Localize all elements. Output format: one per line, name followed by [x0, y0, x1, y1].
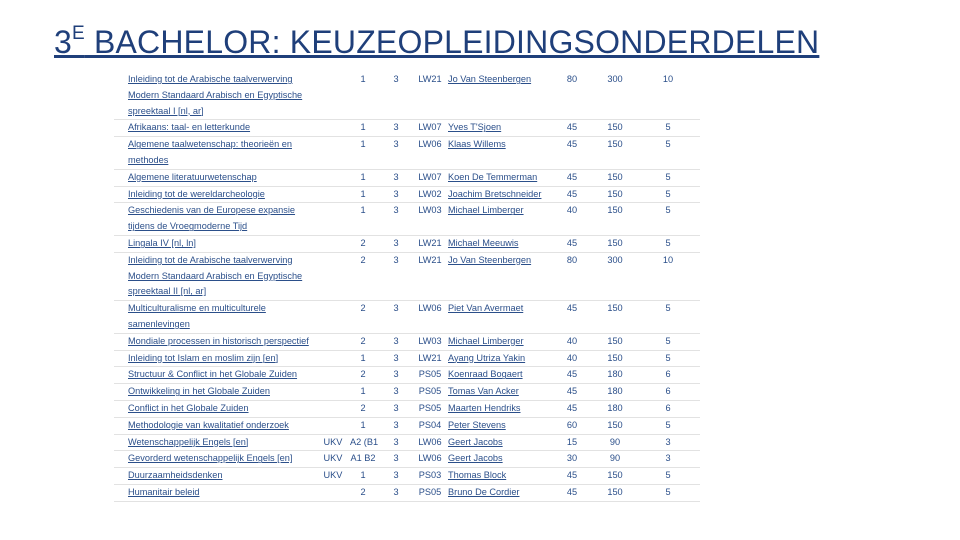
- ukv-label: [318, 333, 348, 350]
- study-points-cell: 3: [378, 484, 414, 501]
- row-number: [114, 301, 126, 334]
- workload-cell: 150: [594, 235, 636, 252]
- study-points-cell: 3: [378, 400, 414, 417]
- study-points-cell: 3: [378, 333, 414, 350]
- workload-cell: 150: [594, 484, 636, 501]
- hours-cell: 40: [550, 350, 594, 367]
- teacher-name-link[interactable]: Geert Jacobs: [446, 451, 550, 468]
- credits-cell: 5: [636, 417, 700, 434]
- study-points-cell: 3: [378, 203, 414, 236]
- course-name-link[interactable]: Methodologie van kwalitatief onderzoek: [126, 417, 318, 434]
- semester-cell: 1: [348, 468, 378, 485]
- table-row: [114, 400, 700, 417]
- hours-cell: 80: [550, 252, 594, 300]
- course-table: [114, 72, 700, 502]
- ukv-label: [318, 235, 348, 252]
- row-number: [114, 367, 126, 384]
- workload-cell: 150: [594, 350, 636, 367]
- ukv-label: UKV: [318, 451, 348, 468]
- semester-cell: 1: [348, 120, 378, 137]
- table-row: [114, 434, 700, 451]
- hours-cell: 15: [550, 434, 594, 451]
- credits-cell: 5: [636, 301, 700, 334]
- course-name-link[interactable]: Inleiding tot de Arabische taalverwerving Modern Standaard Arabisch en Egyptische spreektaal I [nl, ar]: [126, 72, 318, 120]
- row-number: [114, 400, 126, 417]
- workload-cell: 300: [594, 72, 636, 120]
- hours-cell: 45: [550, 186, 594, 203]
- table-row: [114, 252, 700, 300]
- ukv-label: [318, 350, 348, 367]
- course-name-link[interactable]: Algemene taalwetenschap: theorieën en methodes: [126, 137, 318, 170]
- department-code: LW02: [414, 186, 446, 203]
- department-code: LW21: [414, 252, 446, 300]
- teacher-name-link[interactable]: Piet Van Avermaet: [446, 301, 550, 334]
- course-name-link[interactable]: Algemene literatuurwetenschap: [126, 169, 318, 186]
- department-code: PS05: [414, 484, 446, 501]
- credits-cell: 5: [636, 235, 700, 252]
- ukv-label: [318, 120, 348, 137]
- table-row: [114, 235, 700, 252]
- hours-cell: 45: [550, 235, 594, 252]
- row-number: [114, 203, 126, 236]
- department-code: LW21: [414, 72, 446, 120]
- row-number: [114, 350, 126, 367]
- teacher-name-link[interactable]: Klaas Willems: [446, 137, 550, 170]
- teacher-name-link[interactable]: Joachim Bretschneider: [446, 186, 550, 203]
- ukv-label: [318, 137, 348, 170]
- course-name-link[interactable]: Afrikaans: taal- en letterkunde: [126, 120, 318, 137]
- row-number: [114, 468, 126, 485]
- semester-cell: A2 (B1: [348, 434, 378, 451]
- ukv-label: [318, 301, 348, 334]
- credits-cell: 5: [636, 186, 700, 203]
- table-row: [114, 367, 700, 384]
- row-number: [114, 384, 126, 401]
- study-points-cell: 3: [378, 468, 414, 485]
- row-number: [114, 235, 126, 252]
- department-code: LW06: [414, 451, 446, 468]
- ukv-label: [318, 484, 348, 501]
- hours-cell: 45: [550, 301, 594, 334]
- workload-cell: 150: [594, 186, 636, 203]
- semester-cell: 1: [348, 72, 378, 120]
- row-number: [114, 333, 126, 350]
- course-name-link[interactable]: Conflict in het Globale Zuiden: [126, 400, 318, 417]
- ukv-label: [318, 417, 348, 434]
- semester-cell: 2: [348, 301, 378, 334]
- course-name-link[interactable]: Humanitair beleid: [126, 484, 318, 501]
- ukv-label: [318, 169, 348, 186]
- workload-cell: 180: [594, 384, 636, 401]
- course-table-image: [114, 72, 700, 502]
- department-code: LW07: [414, 169, 446, 186]
- course-name-link[interactable]: Inleiding tot de wereldarcheologie: [126, 186, 318, 203]
- semester-cell: 1: [348, 417, 378, 434]
- ukv-label: [318, 367, 348, 384]
- workload-cell: 150: [594, 301, 636, 334]
- department-code: LW06: [414, 434, 446, 451]
- credits-cell: 5: [636, 169, 700, 186]
- teacher-name-link[interactable]: Tomas Van Acker: [446, 384, 550, 401]
- credits-cell: 5: [636, 120, 700, 137]
- hours-cell: 30: [550, 451, 594, 468]
- teacher-name-link[interactable]: Peter Stevens: [446, 417, 550, 434]
- course-name-link[interactable]: Duurzaamheidsdenken: [126, 468, 318, 485]
- ukv-label: [318, 203, 348, 236]
- hours-cell: 45: [550, 120, 594, 137]
- department-code: LW03: [414, 333, 446, 350]
- teacher-name-link[interactable]: Michael Meeuwis: [446, 235, 550, 252]
- department-code: PS05: [414, 367, 446, 384]
- course-name-link[interactable]: Gevorderd wetenschappelijk Engels [en]: [126, 451, 318, 468]
- table-row: [114, 137, 700, 170]
- study-points-cell: 3: [378, 72, 414, 120]
- table-row: [114, 169, 700, 186]
- row-number: [114, 120, 126, 137]
- table-row: [114, 468, 700, 485]
- row-number: [114, 137, 126, 170]
- course-name-link[interactable]: Inleiding tot de Arabische taalverwerving Modern Standaard Arabisch en Egyptische spreektaal II [nl, ar]: [126, 252, 318, 300]
- teacher-name-link[interactable]: Jo Van Steenbergen: [446, 72, 550, 120]
- study-points-cell: 3: [378, 235, 414, 252]
- department-code: LW03: [414, 203, 446, 236]
- row-number: [114, 186, 126, 203]
- row-number: [114, 169, 126, 186]
- course-name-link[interactable]: Lingala IV [nl, ln]: [126, 235, 318, 252]
- workload-cell: 150: [594, 468, 636, 485]
- credits-cell: 3: [636, 451, 700, 468]
- course-name-link[interactable]: Ontwikkeling in het Globale Zuiden: [126, 384, 318, 401]
- course-name-link[interactable]: Structuur & Conflict in het Globale Zuiden: [126, 367, 318, 384]
- study-points-cell: 3: [378, 137, 414, 170]
- table-row: [114, 350, 700, 367]
- semester-cell: 2: [348, 400, 378, 417]
- semester-cell: A1 B2: [348, 451, 378, 468]
- ukv-label: [318, 186, 348, 203]
- study-points-cell: 3: [378, 451, 414, 468]
- table-row: [114, 484, 700, 501]
- department-code: LW07: [414, 120, 446, 137]
- department-code: LW21: [414, 235, 446, 252]
- credits-cell: 5: [636, 468, 700, 485]
- row-number: [114, 484, 126, 501]
- hours-cell: 45: [550, 384, 594, 401]
- study-points-cell: 3: [378, 301, 414, 334]
- teacher-name-link[interactable]: Thomas Block: [446, 468, 550, 485]
- course-name-link[interactable]: Inleiding tot Islam en moslim zijn [en]: [126, 350, 318, 367]
- department-code: LW06: [414, 137, 446, 170]
- credits-cell: 5: [636, 203, 700, 236]
- credits-cell: 10: [636, 72, 700, 120]
- study-points-cell: 3: [378, 367, 414, 384]
- study-points-cell: 3: [378, 186, 414, 203]
- department-code: LW06: [414, 301, 446, 334]
- workload-cell: 150: [594, 169, 636, 186]
- department-code: PS03: [414, 468, 446, 485]
- study-points-cell: 3: [378, 384, 414, 401]
- workload-cell: 150: [594, 203, 636, 236]
- department-code: LW21: [414, 350, 446, 367]
- workload-cell: 180: [594, 400, 636, 417]
- workload-cell: 150: [594, 120, 636, 137]
- teacher-name-link[interactable]: Maarten Hendriks: [446, 400, 550, 417]
- ukv-label: [318, 400, 348, 417]
- credits-cell: 6: [636, 384, 700, 401]
- study-points-cell: 3: [378, 120, 414, 137]
- teacher-name-link[interactable]: Jo Van Steenbergen: [446, 252, 550, 300]
- semester-cell: 2: [348, 484, 378, 501]
- row-number: [114, 451, 126, 468]
- table-row: [114, 203, 700, 236]
- study-points-cell: 3: [378, 434, 414, 451]
- study-points-cell: 3: [378, 169, 414, 186]
- ukv-label: UKV: [318, 434, 348, 451]
- teacher-name-link[interactable]: Koenraad Bogaert: [446, 367, 550, 384]
- ukv-label: UKV: [318, 468, 348, 485]
- table-row: [114, 120, 700, 137]
- semester-cell: 2: [348, 235, 378, 252]
- semester-cell: 1: [348, 169, 378, 186]
- semester-cell: 1: [348, 350, 378, 367]
- credits-cell: 5: [636, 137, 700, 170]
- workload-cell: 150: [594, 333, 636, 350]
- semester-cell: 1: [348, 203, 378, 236]
- department-code: PS05: [414, 400, 446, 417]
- study-points-cell: 3: [378, 417, 414, 434]
- teacher-name-link[interactable]: Yves T'Sjoen: [446, 120, 550, 137]
- study-points-cell: 3: [378, 252, 414, 300]
- teacher-name-link[interactable]: Koen De Temmerman: [446, 169, 550, 186]
- workload-cell: 150: [594, 137, 636, 170]
- page-title: $3^E$ BACHELOR: KEUZEOPLEIDINGSONDERDELEN: [54, 23, 820, 60]
- semester-cell: 2: [348, 252, 378, 300]
- teacher-name-link[interactable]: Geert Jacobs: [446, 434, 550, 451]
- table-row: [114, 384, 700, 401]
- hours-cell: 40: [550, 203, 594, 236]
- workload-cell: 150: [594, 417, 636, 434]
- row-number: [114, 434, 126, 451]
- hours-cell: 40: [550, 333, 594, 350]
- hours-cell: 60: [550, 417, 594, 434]
- row-number: [114, 252, 126, 300]
- table-row: [114, 417, 700, 434]
- hours-cell: 45: [550, 468, 594, 485]
- table-row: [114, 301, 700, 334]
- teacher-name-link[interactable]: Michael Limberger: [446, 203, 550, 236]
- hours-cell: 45: [550, 169, 594, 186]
- teacher-name-link[interactable]: Bruno De Cordier: [446, 484, 550, 501]
- department-code: PS04: [414, 417, 446, 434]
- hours-cell: 80: [550, 72, 594, 120]
- hours-cell: 45: [550, 400, 594, 417]
- ukv-label: [318, 252, 348, 300]
- workload-cell: 180: [594, 367, 636, 384]
- credits-cell: 5: [636, 350, 700, 367]
- department-code: PS05: [414, 384, 446, 401]
- semester-cell: 1: [348, 384, 378, 401]
- table-row: [114, 333, 700, 350]
- course-name-link[interactable]: Wetenschappelijk Engels [en]: [126, 434, 318, 451]
- credits-cell: 3: [636, 434, 700, 451]
- credits-cell: 5: [636, 333, 700, 350]
- course-name-link[interactable]: Multiculturalisme en multiculturele samenlevingen: [126, 301, 318, 334]
- row-number: [114, 72, 126, 120]
- row-number: [114, 417, 126, 434]
- table-row: [114, 451, 700, 468]
- ukv-label: [318, 72, 348, 120]
- teacher-name-link[interactable]: Ayang Utriza Yakin: [446, 350, 550, 367]
- semester-cell: 2: [348, 333, 378, 350]
- semester-cell: 1: [348, 137, 378, 170]
- table-row: [114, 72, 700, 120]
- credits-cell: 5: [636, 484, 700, 501]
- workload-cell: 90: [594, 451, 636, 468]
- credits-cell: 10: [636, 252, 700, 300]
- course-name-link[interactable]: Mondiale processen in historisch perspectief: [126, 333, 318, 350]
- course-name-link[interactable]: Geschiedenis van de Europese expansie tijdens de Vroegmoderne Tijd: [126, 203, 318, 236]
- hours-cell: 45: [550, 137, 594, 170]
- semester-cell: 2: [348, 367, 378, 384]
- credits-cell: 6: [636, 400, 700, 417]
- semester-cell: 1: [348, 186, 378, 203]
- credits-cell: 6: [636, 367, 700, 384]
- hours-cell: 45: [550, 484, 594, 501]
- hours-cell: 45: [550, 367, 594, 384]
- ukv-label: [318, 384, 348, 401]
- table-row: [114, 186, 700, 203]
- teacher-name-link[interactable]: Michael Limberger: [446, 333, 550, 350]
- workload-cell: 300: [594, 252, 636, 300]
- workload-cell: 90: [594, 434, 636, 451]
- study-points-cell: 3: [378, 350, 414, 367]
